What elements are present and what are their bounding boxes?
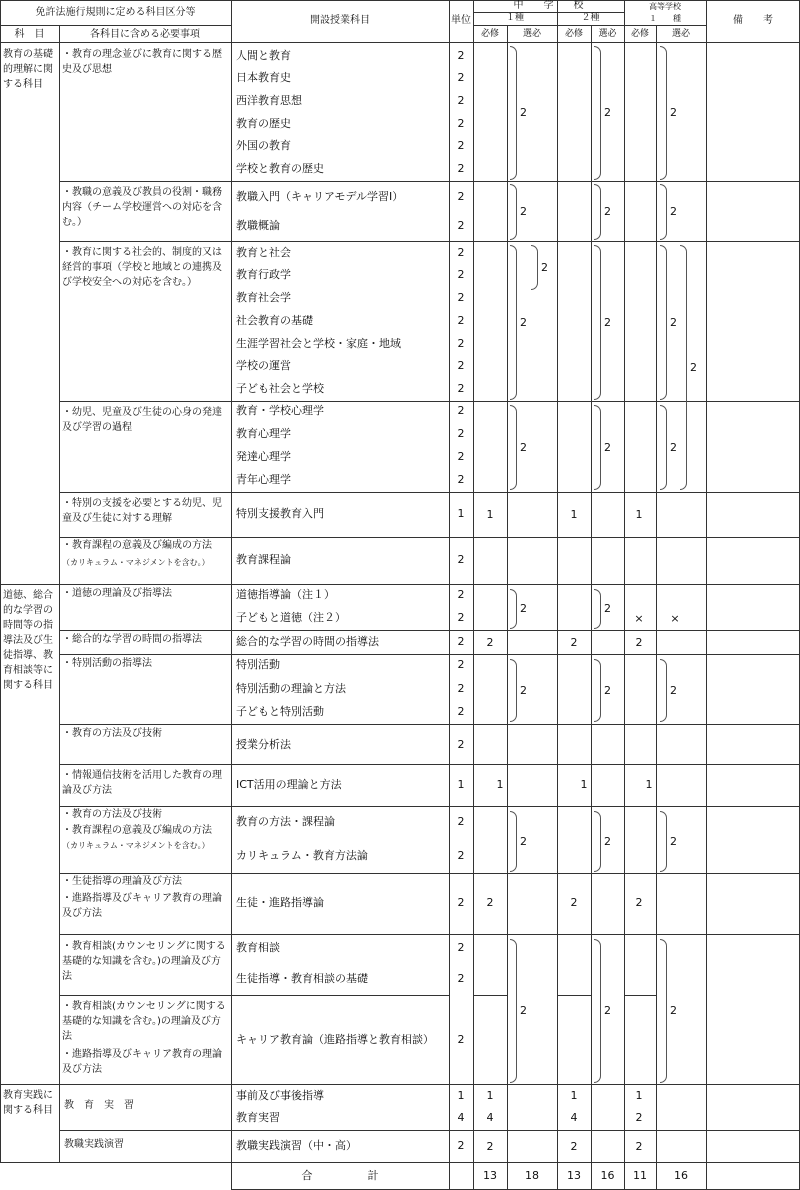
brace-value: 2 xyxy=(670,441,677,454)
course-name: 生徒・進路指導論 xyxy=(236,896,324,909)
course-units: 2 xyxy=(457,450,465,463)
course-units: 2 xyxy=(457,738,465,751)
cell-value: 1 xyxy=(580,778,588,791)
item-text: ・教育課程の意義及び編成の方法 xyxy=(62,825,212,836)
cell-value: 2 xyxy=(486,636,494,649)
course-units: 2 xyxy=(457,658,465,671)
cell-value: 1 xyxy=(645,778,653,791)
item-text: ・教育の方法及び技術 xyxy=(62,809,162,820)
course-units: 2 xyxy=(457,849,465,862)
course-units: 2 xyxy=(457,382,465,395)
group-label: 道徳、総合的な学習の時間等の指導法及び生徒指導、教育相談等に関する科目 xyxy=(3,590,53,691)
j1-required-header: 必修 xyxy=(480,29,499,39)
course-name: 発達心理学 xyxy=(236,450,291,463)
brace-bracket xyxy=(510,405,517,490)
item-text: ・教育課程の意義及び編成の方法 xyxy=(62,540,212,551)
course-units: 2 xyxy=(457,972,465,985)
remarks-header: 備 考 xyxy=(733,15,773,26)
course-name: 生涯学習社会と学校・家庭・地域 xyxy=(236,337,401,350)
cell-value: 1 xyxy=(635,1089,643,1102)
brace-bracket xyxy=(594,46,601,180)
course-units: 2 xyxy=(457,404,465,417)
category-header: 免許法施行規則に定める科目区分等 xyxy=(35,7,196,18)
course-units: 2 xyxy=(457,268,465,281)
brace-value: 2 xyxy=(604,106,611,119)
cell-value: × xyxy=(634,612,644,625)
course-units: 2 xyxy=(457,941,465,954)
item-text: ・総合的な学習の時間の指導法 xyxy=(62,634,202,645)
course-name: カリキュラム・教育方法論 xyxy=(236,849,368,862)
course-name: 教育実習 xyxy=(236,1111,280,1124)
cell-value: 1 xyxy=(570,1089,578,1102)
cell-value: 2 xyxy=(635,1111,643,1124)
brace-value: 2 xyxy=(604,316,611,329)
course-name: 教育相談 xyxy=(236,941,280,954)
cell-value: 2 xyxy=(635,636,643,649)
brace-value: 2 xyxy=(541,261,548,274)
total-value: 11 xyxy=(633,1169,647,1182)
brace-bracket xyxy=(594,811,601,872)
jhs-class2-header: ２種 xyxy=(581,13,600,23)
cell-value: 2 xyxy=(486,896,494,909)
cell-value: 2 xyxy=(635,896,643,909)
brace-bracket xyxy=(660,659,667,722)
cell-value: 2 xyxy=(570,1140,578,1153)
course-units: 1 xyxy=(457,778,465,791)
brace-value: 2 xyxy=(520,835,527,848)
j2-elective-header: 選必 xyxy=(598,29,617,39)
course-name: 人間と教育 xyxy=(236,49,291,62)
item-text: 教 育 実 習 xyxy=(64,1100,134,1111)
course-units: 4 xyxy=(457,1111,465,1124)
course-name: 教職入門（キャリアモデル学習Ⅰ） xyxy=(236,190,404,203)
brace-value: 2 xyxy=(520,441,527,454)
item-text: ・特別の支援を必要とする幼児、児童及び生徒に対する理解 xyxy=(62,498,222,524)
brace-value: 2 xyxy=(520,1004,527,1017)
course-name: 教育・学校心理学 xyxy=(236,404,324,417)
item-text: ・教職の意義及び教員の役割・職務内容（チーム学校運営への対応を含む。） xyxy=(62,187,222,228)
brace-bracket xyxy=(660,245,667,400)
totals-label: 合 計 xyxy=(301,1169,379,1182)
course-name: 西洋教育思想 xyxy=(236,94,302,107)
item-text: ・教育相談(カウンセリングに関する基礎的な知識を含む。)の理論及び方法 xyxy=(62,941,226,982)
course-name: 教育の歴史 xyxy=(236,117,291,130)
brace-value: 2 xyxy=(670,316,677,329)
brace-value: 2 xyxy=(670,684,677,697)
brace-bracket xyxy=(510,184,517,240)
cell-value: 2 xyxy=(486,1140,494,1153)
course-units: 2 xyxy=(457,190,465,203)
course-units: 2 xyxy=(457,291,465,304)
jhs-header: 中 学 校 xyxy=(513,0,584,11)
course-units: 2 xyxy=(457,682,465,695)
j2-required-header: 必修 xyxy=(564,29,583,39)
item-text: ・情報通信技術を活用した教育の理論及び方法 xyxy=(62,770,222,796)
item-note: （カリキュラム・マネジメントを含む。） xyxy=(62,841,210,850)
brace-value: 2 xyxy=(520,602,527,615)
item-text: ・幼児、児童及び生徒の心身の発達及び学習の過程 xyxy=(62,407,222,433)
course-units: 2 xyxy=(457,139,465,152)
brace-value: 2 xyxy=(670,106,677,119)
item-text: ・教育相談(カウンセリングに関する基礎的な知識を含む。)の理論及び方法 xyxy=(62,1001,226,1042)
item-text: ・進路指導及びキャリア教育の理論及び方法 xyxy=(62,893,222,919)
brace-value: 2 xyxy=(604,441,611,454)
brace-bracket xyxy=(510,811,517,872)
course-name: 教育課程論 xyxy=(236,553,291,566)
course-units: 2 xyxy=(457,314,465,327)
brace-value: 2 xyxy=(604,602,611,615)
course-units: 2 xyxy=(457,588,465,601)
course-units: 1 xyxy=(457,507,465,520)
course-name: 子どもと特別活動 xyxy=(236,705,324,718)
course-name: 子どもと道徳（注２） xyxy=(236,611,346,624)
course-name: 教職概論 xyxy=(236,219,280,232)
brace-value: 2 xyxy=(520,205,527,218)
brace-bracket xyxy=(594,589,601,629)
course-name: 教育の方法・課程論 xyxy=(236,815,335,828)
course-units: 2 xyxy=(457,337,465,350)
course-col-header: 開設授業科目 xyxy=(310,15,370,26)
course-name: 教育行政学 xyxy=(236,268,291,281)
brace-bracket xyxy=(660,811,667,872)
cell-value: 1 xyxy=(635,508,643,521)
course-name: 学校の運営 xyxy=(236,359,291,372)
brace-bracket xyxy=(510,939,517,1083)
group-label: 教育実践に関する科目 xyxy=(3,1090,53,1116)
brace-bracket xyxy=(510,589,517,629)
cell-value: 4 xyxy=(570,1111,578,1124)
course-name: 学校と教育の歴史 xyxy=(236,162,324,175)
course-units: 2 xyxy=(457,473,465,486)
course-name: 教育と社会 xyxy=(236,246,291,259)
course-units: 2 xyxy=(457,611,465,624)
item-note: （カリキュラム・マネジメントを含む。） xyxy=(62,558,210,567)
course-name: 総合的な学習の時間の指導法 xyxy=(236,635,379,648)
brace-value: 2 xyxy=(520,684,527,697)
brace-bracket xyxy=(510,245,517,400)
brace-bracket xyxy=(594,184,601,240)
total-value: 13 xyxy=(567,1169,581,1182)
course-name: 日本教育史 xyxy=(236,71,291,84)
brace-value: 2 xyxy=(690,361,697,374)
brace-value: 2 xyxy=(604,1004,611,1017)
units-col-header: 単位 xyxy=(451,15,471,26)
brace-value: 2 xyxy=(670,835,677,848)
course-units: 2 xyxy=(457,896,465,909)
item-text: ・教育に関する社会的、制度的又は経営的事項（学校と地域との連携及び学校安全への対応を含む。） xyxy=(62,247,222,288)
course-units: 2 xyxy=(457,71,465,84)
course-units: 2 xyxy=(457,359,465,372)
h-required-header: 必修 xyxy=(630,29,649,39)
item-text: ・道徳の理論及び指導法 xyxy=(62,588,172,599)
course-name: ICT活用の理論と方法 xyxy=(236,778,342,791)
item-text: ・教育の理念並びに教育に関する歴史及び思想 xyxy=(62,49,222,75)
course-name: 教職実践演習（中・高） xyxy=(236,1139,357,1152)
course-units: 2 xyxy=(457,94,465,107)
hs-class1-header: １ 種 xyxy=(649,14,681,23)
cell-value: 2 xyxy=(570,896,578,909)
course-name: キャリア教育論（進路指導と教育相談） xyxy=(236,1033,434,1046)
cell-value: 1 xyxy=(570,508,578,521)
brace-value: 2 xyxy=(604,205,611,218)
group-label: 教育の基礎的理解に関する科目 xyxy=(3,49,53,90)
course-units: 2 xyxy=(457,815,465,828)
cell-value: 1 xyxy=(486,508,494,521)
course-units: 2 xyxy=(457,635,465,648)
course-name: 特別活動の理論と方法 xyxy=(236,682,346,695)
total-value: 13 xyxy=(483,1169,497,1182)
course-name: 社会教育の基礎 xyxy=(236,314,313,327)
course-name: 授業分析法 xyxy=(236,738,291,751)
course-units: 2 xyxy=(457,427,465,440)
course-name: 生徒指導・教育相談の基礎 xyxy=(236,972,368,985)
course-name: 特別活動 xyxy=(236,658,280,671)
jhs-class1-header: １種 xyxy=(505,13,524,23)
brace-bracket xyxy=(660,939,667,1083)
items-col-header: 各科目に含める必要事項 xyxy=(90,29,200,40)
brace-value: 2 xyxy=(604,684,611,697)
cell-value: 2 xyxy=(635,1140,643,1153)
total-value: 16 xyxy=(600,1169,615,1182)
item-text: ・生徒指導の理論及び方法 xyxy=(62,876,182,887)
j1-elective-header: 選必 xyxy=(522,29,541,39)
course-units: 2 xyxy=(457,49,465,62)
course-name: 特別支援教育入門 xyxy=(236,507,324,520)
brace-bracket xyxy=(510,46,517,180)
brace-value: 2 xyxy=(520,106,527,119)
course-name: 外国の教育 xyxy=(236,139,291,152)
cell-value: × xyxy=(670,612,680,625)
cell-value: 1 xyxy=(486,1089,494,1102)
course-name: 道徳指導論（注１） xyxy=(236,588,335,601)
course-units: 2 xyxy=(457,705,465,718)
brace-value: 2 xyxy=(520,316,527,329)
course-name: 教育社会学 xyxy=(236,291,291,304)
brace-bracket xyxy=(594,405,601,490)
course-name: 青年心理学 xyxy=(236,473,291,486)
cell-value: 2 xyxy=(570,636,578,649)
brace-bracket xyxy=(660,46,667,180)
course-units: 2 xyxy=(457,1033,465,1046)
total-value: 16 xyxy=(674,1169,688,1182)
brace-bracket xyxy=(594,659,601,722)
item-text: 教職実践演習 xyxy=(64,1139,124,1150)
course-units: 2 xyxy=(457,117,465,130)
item-text: ・進路指導及びキャリア教育の理論及び方法 xyxy=(62,1049,222,1075)
course-units: 2 xyxy=(457,219,465,232)
brace-bracket xyxy=(594,245,601,400)
brace-bracket xyxy=(660,184,667,240)
brace-value: 2 xyxy=(604,835,611,848)
course-units: 2 xyxy=(457,553,465,566)
brace-bracket xyxy=(594,939,601,1083)
item-text: ・特別活動の指導法 xyxy=(62,658,152,669)
course-units: 2 xyxy=(457,246,465,259)
brace-bracket xyxy=(510,659,517,722)
cell-value: 4 xyxy=(486,1111,494,1124)
course-units: 2 xyxy=(457,162,465,175)
course-units: 2 xyxy=(457,1139,465,1152)
brace-value: 2 xyxy=(670,1004,677,1017)
total-value: 18 xyxy=(525,1169,539,1182)
item-text: ・教育の方法及び技術 xyxy=(62,728,162,739)
brace-value: 2 xyxy=(670,205,677,218)
course-name: 子ども社会と学校 xyxy=(236,382,324,395)
brace-bracket xyxy=(680,245,687,490)
course-name: 事前及び事後指導 xyxy=(236,1089,324,1102)
hs-header: 高等学校 xyxy=(649,2,681,11)
cell-value: 1 xyxy=(496,778,504,791)
brace-bracket xyxy=(531,245,538,290)
brace-bracket xyxy=(660,405,667,490)
course-name: 教育心理学 xyxy=(236,427,291,440)
course-units: 1 xyxy=(457,1089,465,1102)
h-elective-header: 選必 xyxy=(671,29,690,39)
subject-col-header: 科 目 xyxy=(14,29,45,40)
